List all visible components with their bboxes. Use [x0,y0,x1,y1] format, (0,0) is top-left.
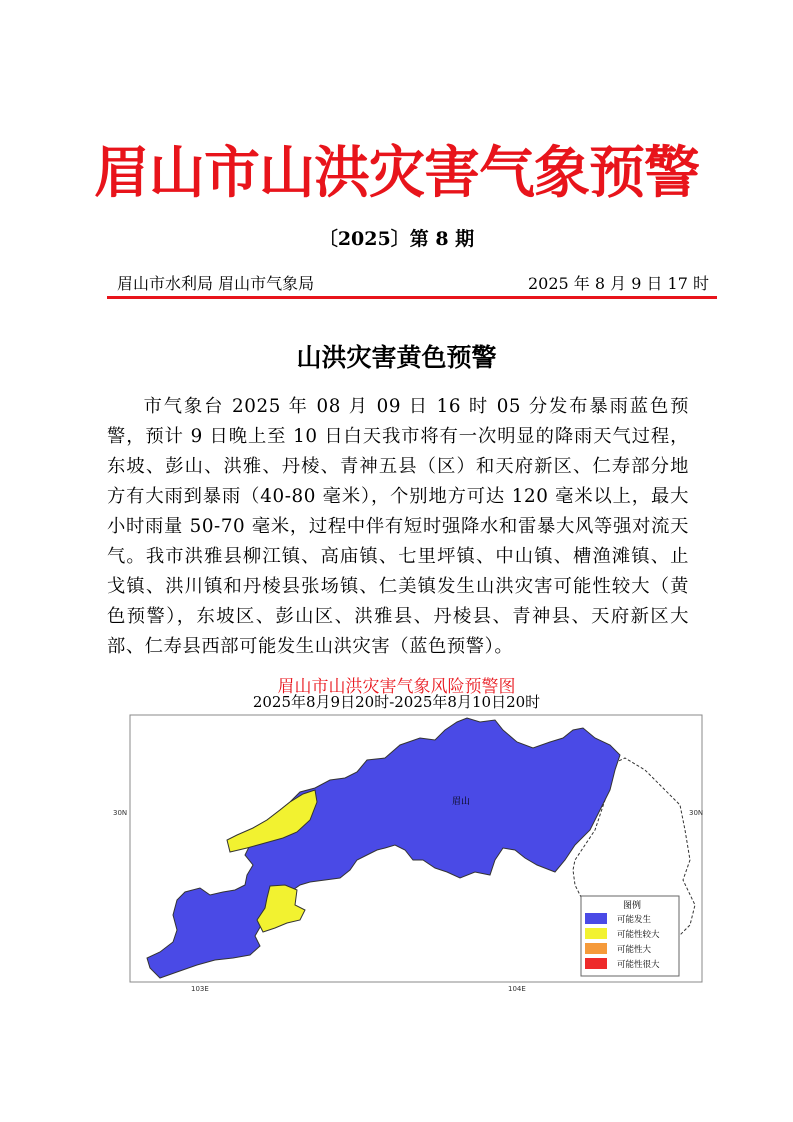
lon-label-103: 103E [191,985,209,993]
legend-label-0: 可能发生 [617,915,652,925]
legend-title: 图例 [623,901,642,911]
issue-number: 〔2025〕第 8 期 [318,228,475,250]
header-divider [107,296,717,299]
map-subtitle: 2025年8月9日20时-2025年8月10日20时 [252,693,541,711]
legend-swatch-1 [585,928,607,939]
warning-heading: 山洪灾害黄色预警 [296,343,497,372]
warning-body: 市气象台 2025 年 08 月 09 日 16 时 05 分发布暴雨蓝色预警，预计 9 日晚上至 10 日白天我市将有一次明显的降雨天气过程，东坡、彭山、洪雅、丹棱、青神五县（区）和天府新区、仁寿部分地方有大雨到暴雨（40-80 毫米），个别地方可达 120 毫米以上，最大小时雨量 50-70 毫米，过程中伴有短时强降水和雷暴大风等强对流天气。我市洪雅县柳江镇、高庙镇、七里坪镇、中山镇、槽渔滩镇、止戈镇、洪川镇和丹棱县张场镇、仁美镇发生山洪灾害可能性较大（黄色预警），东坡区、彭山区、洪雅县、丹棱县、青神县、天府新区大部、仁寿县西部可能发生山洪灾害（蓝色预警）。 [107,396,689,657]
legend-swatch-3 [585,958,607,969]
lon-label-104: 104E [508,985,526,993]
place-label: 眉山 [452,797,471,807]
issuer: 眉山市水利局 眉山市气象局 [117,274,315,293]
legend-label-3: 可能性很大 [617,960,660,970]
map-title: 眉山市山洪灾害气象风险预警图 [277,677,516,697]
legend-label-2: 可能性大 [617,945,652,955]
legend-swatch-2 [585,943,607,954]
lat-label-right: 30N [689,809,704,817]
lat-label-left: 30N [113,809,128,817]
warning-map [105,710,710,995]
map-legend [581,896,679,976]
issue-datetime: 2025 年 8 月 9 日 17 时 [527,274,709,293]
legend-swatch-0 [585,913,607,924]
legend-label-1: 可能性较大 [617,930,660,940]
document-title: 眉山市山洪灾害气象预警 [94,140,699,206]
